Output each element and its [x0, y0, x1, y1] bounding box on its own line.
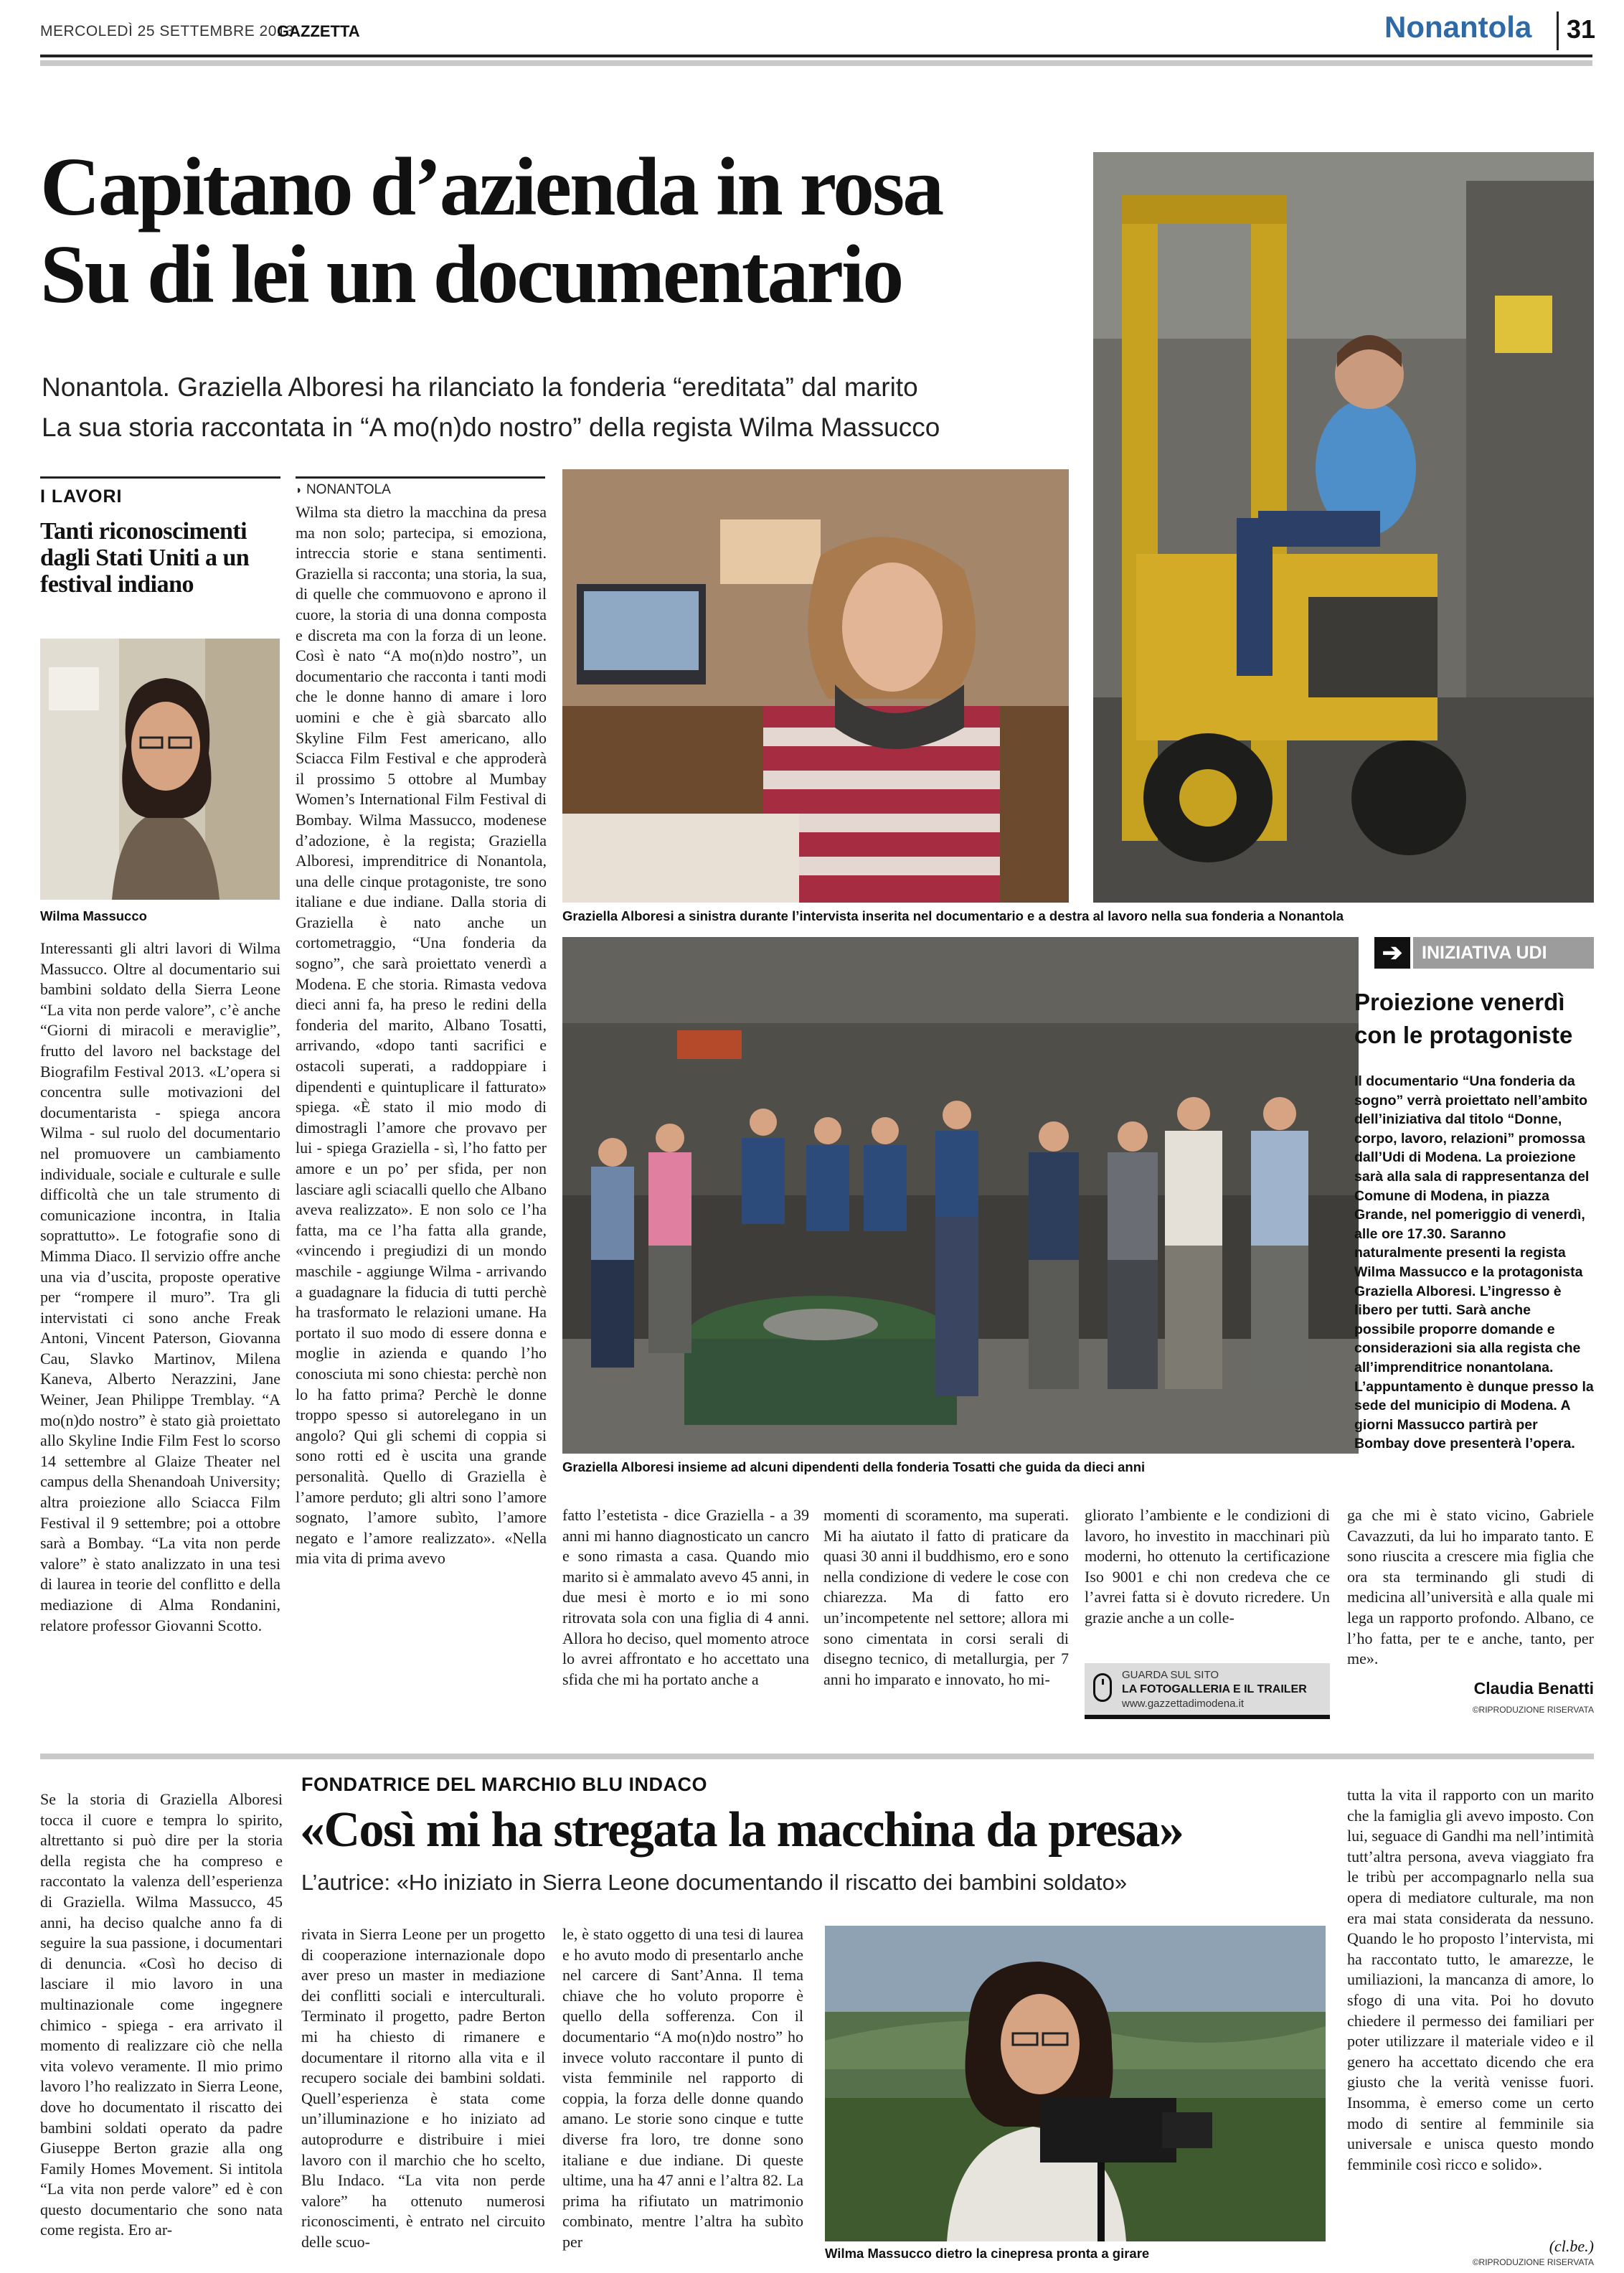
arrow-right-icon: ➔: [1374, 937, 1410, 969]
web-gallery-box[interactable]: [1085, 1663, 1330, 1719]
header-rule-light: [40, 60, 1592, 66]
section-divider: [40, 1754, 1594, 1759]
second-signature: (cl.be.): [1549, 2237, 1594, 2255]
second-col-4: tutta la vita il rapporto con un marito che la famiglia gli avevo imposto. Con lui, seguace di Gandhi ma nell’intimità tutt’altra persona, aveva viaggiato fra le tribù per accompagnarlo nella sua opera di mediatore culturale, ma non era mai stata considerata da nessuno. Quando le ho proposto l’intervista, mi ha raccontato tutto, le amarezze, le umiliazioni, la mancanza di amore, lo sfogo di una vita. Poi ho dovuto chiedere il permesso dei familiari per poter utilizzare il materiale video e il genero ha accettato dicendo che era giusto che la verità venisse fuori. Insomma, è emerso come un certo modo di sentire al femminile sia universale e unisca questo mondo femminile così ricco e solido».: [1347, 1786, 1594, 2173]
kicker-label: NONANTOLA: [306, 482, 391, 497]
arrow-right-icon: ◗: [296, 484, 303, 497]
web-box-line-2: LA FOTOGALLERIA E IL TRAILER: [1122, 1683, 1307, 1695]
main-col-3: fatto l’estetista - dice Graziella - a 39 anni mi hanno diagnosticato un cancro e sono rimasta a casa. Quando mio marito si è ammalato avevo 45 anni, in due mesi è morto e io mi sono ritrovata sola con una figlia di 4 anni. Allora ho deciso, quel momento atroce lo avrei affrontato e ho accettato una sfida che mi ha portato anche a: [562, 1506, 809, 1688]
caption-top-photos: Graziella Alboresi a sinistra durante l’intervista inserita nel documentario e a destra al lavoro nella sua fonderia a Nonantola: [562, 908, 1344, 923]
main-col-4: momenti di scoramento, ma superati. Mi ha aiutato il fatto di praticare da quasi 30 anni il buddhismo, ero e sono nella condizione di vedere le cose con chiarezza. Ma di fatto ero un’incompetente nel settore; allora mi sono cimentata in corsi serali di disegno tecnico, di metallurgia, per 7 anni ho imparato e innovato, ho mi-: [823, 1506, 1069, 1688]
title-line-1: Capitano d’azienda in rosa: [40, 141, 943, 233]
photo-wilma-camera: [825, 1926, 1326, 2241]
second-kicker: FONDATRICE DEL MARCHIO BLU INDACO: [301, 1774, 707, 1795]
udi-box-text: Il documentario “Una fonderia da sogno” verrà proiettato nell’ambito dell’iniziativa dal titolo “Donne, corpo, lavoro, relazioni” promossa dall’Udi di Modena. La proiezione sarà alla sala di rappresentanza del Comune di Modena, in piazza Grande, nel pomeriggio di venerdì, alle ore 17.30. Saranno naturalmente presenti la regista Wilma Massucco e la protagonista Graziella Alboresi. L’ingresso è libero per tutti. Sarà anche possibile proporre domande e considerazioni sia alla regista che all’imprenditrice nonantolana. L’appuntamento è dunque presso la sede del municipio di Modena. A giorni Massucco partirà per Bombay dove presenterà l’opera.: [1354, 1073, 1594, 1452]
udi-box-header: [1374, 937, 1594, 969]
subtitle-line-2: La sua storia raccontata in “A mo(n)do nostro” della regista Wilma Massucco: [42, 413, 940, 442]
photo-interview: [562, 469, 1069, 903]
page-title: [40, 143, 1080, 319]
udi-box-label: INIZIATIVA UDI: [1413, 937, 1594, 969]
kicker-rule: [296, 476, 545, 479]
second-copyright: ©RIPRODUZIONE RISERVATA: [1472, 2257, 1594, 2267]
main-copyright: ©RIPRODUZIONE RISERVATA: [1472, 1705, 1594, 1715]
main-col-2: Wilma sta dietro la macchina da presa ma non solo; partecipa, si emoziona, intreccia storie e stana sentimenti. Graziella si racconta; una storia, la sua, di quelle che commuovono e aprono il cuore, la storia di una donna composta e discreta ma con la forza di un leone. Così è nato “A mo(n)do nostro”, un documentario che racconta i tanti modi che le donne hanno di amare i loro uomini e che è già sbarcato allo Skyline Film Fest americano, allo Sciacca Film Festival e che approderà il prossimo 5 ottobre al Mumbay Women’s International Film Festival di Bombay. Wilma Massucco, modenese d’adozione, è la regista; Graziella Alboresi, imprenditrice di Nonantola, una delle cinque protagoniste, tre sono italiane e due indiane. Dalla storia di Graziella è nato anche un cortometraggio, “Una fonderia da sogno”, che sarà proiettato venerdì a Modena. E che storia. Rimasta vedova dieci anni fa, ha preso le redini della fonderia del marito, Albano Tosatti, arrivando, «dopo tanti sacrifici e ostacoli superati, a raddoppiare i dipendenti e quintuplicare il fatturato» spiega. «È stato il mio modo di dimostragli l’amore che provavo per lui - spiega Graziella - sì, l’ho fatto per amore e un po’ per sfida, per non lasciare agli sciacalli quello che Albano aveva realizzato». E non solo ce l’ha fatta, ma ce l’ha fatta alla grande, «vincendo i pregiudizi di un mondo maschile - aggiunge Wilma - arrivando a guadagnare la fiducia di tutti perchè ha trasformato le relazioni umane. Ha portato il suo modo di essere donna e moglie in azienda e quando l’ho conosciuta mi sono chiesta: perchè non lo ha fatto prima? Perchè le donne troppo spesso si autorelegano in un angolo? Qui gli schemi di coppia si sono rotti ed è uscita una grande personalità. Quello di Graziella è l’amore perduto; gli altri sono l’amore sognato, l’amore subìto, l’amore negato e l’amore realizzato». «Nella mia vita di prima avevo: [296, 503, 547, 1568]
second-col-1: Se la storia di Graziella Alboresi tocca il cuore e tempra lo spirito, altrettanto si può dire per la storia della regista che ha compreso e raccontato la valenza dell’esperienza di Graziella. Wilma Massucco, 45 anni, ha deciso qualche anno fa di seguire la sua passione, i documentari di denuncia. «Così ho deciso di lasciare il mio lavoro in una multinazionale come ingegnere chimico - spiega - era arrivato il momento di realizzare ciò che nella vita volevo veramente. Il mio primo lavoro l’ho realizzato in Sierra Leone, dove ho documentato il riscatto dei bambini soldati operato da padre Giuseppe Berton grazie alla ong Family Homes Movement. Si intitola “La vita non perde valore” ed è con questo documentario che sono nata come regista. Ero ar-: [40, 1790, 283, 2239]
web-box-line-1: GUARDA SUL SITO: [1122, 1669, 1219, 1681]
main-col-5: gliorato l’ambiente e le condizioni di lavoro, ho investito in macchinari più moderni, ho ottenuto la certificazione Iso 9001 e chi non credeva che ce l’avrei fatta si è dovuto ricredere. Un grazie anche a un colle-: [1085, 1506, 1330, 1627]
photo-wilma-portrait: [40, 639, 280, 900]
second-col-2: rivata in Sierra Leone per un progetto di cooperazione internazionale dopo aver preso un master in mediazione dei conflitti sociali e interculturali. Terminato il progetto, padre Berton mi ha chiesto di rimanere e documentare il ritorno alla vita e il recupero sociale dei bambini soldati. Quell’esperienza è stata come un’illuminazione e ho iniziato ad autoprodurre e distribuire i miei lavoro con il marchio che ho scelto, Blu Indaco. “La vita non perde valore” ha ottenuto numerosi riconoscimenti, è entrato nel circuito delle scuo-: [301, 1925, 545, 2251]
kicker: [296, 482, 391, 498]
photo-foundry-group: [562, 937, 1359, 1454]
title-line-2: Su di lei un documentario: [40, 229, 902, 321]
second-col-3: le, è stato oggetto di una tesi di laurea e ho avuto modo di presentarlo anche nel carcere di Sant’Anna. Il tema chiave che ho voluto proporre è quello della sofferenza. Con il documentario “A mo(n)do nostro” ho invece voluto raccontare il punto di vista femminile nel rapporto di coppia, la forza delle donne quando amano. Le storie sono cinque e tutte diverse fra loro, tre donne sono italiane e due indiane. Di queste ultime, una ha 47 anni e l’altra 82. La prima ha rifiutato un matrimonio combinato, mentre l’altra ha subìto per: [562, 1925, 803, 2251]
web-box-link[interactable]: www.gazzettadimodena.it: [1122, 1698, 1245, 1710]
main-col-6: ga che mi è stato vicino, Gabriele Cavazzuti, da lui ho imparato tanto. E sono riuscita a crescere mia figlia che ora sta terminando gli studi di medicina all’università e alla quale mi lega un rapporto profondo. Albano, ce l’ho fatta, per te e anche, tanto, per me».: [1347, 1506, 1594, 1668]
mouse-icon: [1093, 1673, 1112, 1702]
header-rule: [40, 55, 1592, 57]
sidebar-top-rule: [40, 476, 280, 479]
page-number: 31: [1567, 14, 1596, 44]
subtitle-line-1: Nonantola. Graziella Alboresi ha rilanciato la fonderia “ereditata” dal marito: [42, 372, 918, 402]
caption-group-photo: Graziella Alboresi insieme ad alcuni dipendenti della fonderia Tosatti che guida da dieci anni: [562, 1459, 1146, 1474]
section-name: Nonantola: [1384, 10, 1532, 44]
sidebar-title: Tanti riconoscimenti dagli Stati Uniti a un festival indiano: [40, 518, 250, 598]
second-title: «Così mi ha stregata la macchina da presa»: [300, 1802, 1184, 1858]
header-paper: GAZZETTA: [277, 22, 360, 40]
second-photo-caption: Wilma Massucco dietro la cinepresa pronta a girare: [825, 2246, 1150, 2261]
sidebar-text: Interessanti gli altri lavori di Wilma Massucco. Oltre al documentario sui bambini soldato della Sierra Leone “La vita non perde valore”, c’è anche “Giorni di miracoli e meraviglie”, frutto del lavoro nel backstage del Biografilm Festival 2013. «L’opera si concentra sulle motivazioni del documentarista - spiega ancora Wilma - sul ruolo del documentario nel promuovere un cambiamento individuale, sociale e culturale e sulle difficoltà che un tale strumento di comunicazione incontra, in Italia soprattutto». Le fotografie sono di Mimma Diaco. Il servizio offre anche una via d’uscita, proposte operative per “rompere il muro”. Tra gli intervistati ci sono anche Freak Antoni, Vincent Paterson, Giovanna Cau, Slavko Martinov, Milena Kaneva, Alberto Nerazzini, Jane Weiner, Jean Philippe Tremblay. “A mo(n)do nostro” è stato già proiettato allo Skyline Indie Film Fest lo scorso 14 settembre al Glaize Theater nel campus della Shenandoah University; altra proiezione allo Sciacca Film Festival il 9 settembre; poi a ottobre sarà a Bombay. “La vita non perde valore” è stato analizzato in una tesi di laurea in teorie del conflitto e della mediazione di Alma Rondanini, relatore professor Giovanni Scotto.: [40, 939, 280, 1634]
second-subtitle: L’autrice: «Ho iniziato in Sierra Leone documentando il riscatto dei bambini soldato»: [301, 1870, 1128, 1895]
sidebar-photo-caption: Wilma Massucco: [40, 908, 147, 923]
subtitle: [42, 367, 1075, 448]
sidebar-label: I LAVORI: [40, 486, 123, 507]
udi-box-title: Proiezione venerdì con le protagoniste: [1354, 989, 1573, 1048]
photo-forklift: [1093, 152, 1594, 903]
header-separator: [1557, 11, 1559, 50]
main-signature: Claudia Benatti: [1473, 1679, 1594, 1698]
header-date: MERCOLEDÌ 25 SETTEMBRE 2013: [40, 23, 295, 39]
